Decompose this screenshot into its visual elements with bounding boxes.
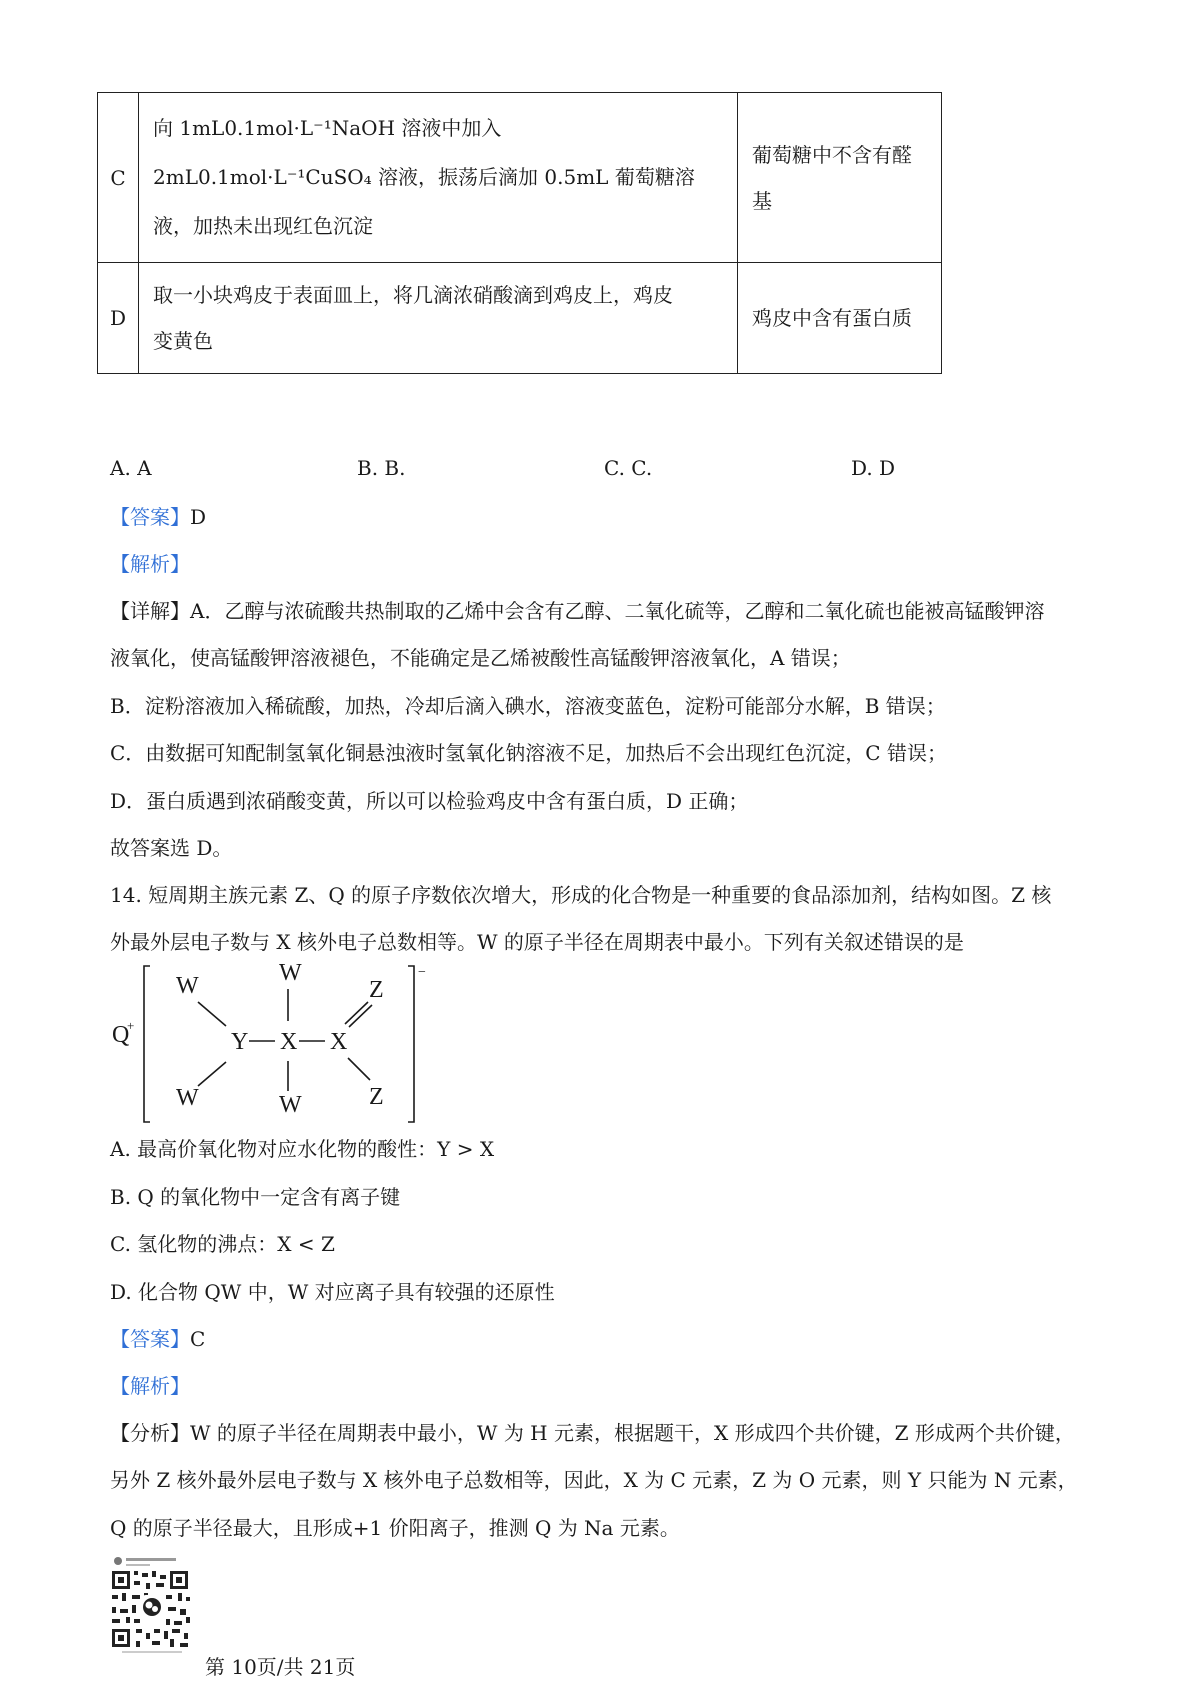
atom-w-bottom-left: W bbox=[176, 1085, 199, 1111]
choice-a: A. A bbox=[110, 456, 152, 480]
option-c: C. 氢化物的沸点：X < Z bbox=[110, 1232, 335, 1256]
conclusion-cell bbox=[738, 263, 942, 374]
procedure-cell bbox=[139, 263, 738, 374]
procedure-line: 取一小块鸡皮于表面皿上，将几滴浓硝酸滴到鸡皮上，鸡皮 bbox=[153, 283, 673, 307]
analysis-line: 另外 Z 核外最外层电子数与 X 核外电子总数相等，因此，X 为 C 元素，Z 为 O 元素，则 Y 只能为 N 元素， bbox=[110, 1468, 1078, 1492]
table-row bbox=[98, 263, 942, 374]
detail-line: B．淀粉溶液加入稀硫酸，加热，冷却后滴入碘水，溶液变蓝色，淀粉可能部分水解，B 错误； bbox=[110, 694, 946, 718]
right-bracket bbox=[408, 966, 414, 1122]
detail-line: 液氧化，使高锰酸钾溶液褪色，不能确定是乙烯被酸性高锰酸钾溶液氧化，A 错误； bbox=[110, 646, 851, 670]
experiment-table bbox=[97, 92, 942, 374]
row-label: D bbox=[98, 263, 139, 374]
page-number: 第 10页/共 21页 bbox=[205, 1655, 356, 1679]
procedure-line: 液，加热未出现红色沉淀 bbox=[153, 214, 373, 238]
atom-w-bottom: W bbox=[279, 1092, 302, 1118]
detail-line: D．蛋白质遇到浓硝酸变黄，所以可以检验鸡皮中含有蛋白质，D 正确； bbox=[110, 789, 749, 813]
conclusion-line: 基 bbox=[752, 188, 772, 213]
analysis-line: 【分析】W 的原子半径在周期表中最小，W 为 H 元素，根据题干，X 形成四个共价键，Z 形成两个共价键， bbox=[110, 1421, 1075, 1445]
answer-tag: 【答案】 bbox=[110, 505, 190, 529]
atom-x-center: X bbox=[280, 1029, 298, 1055]
anion-charge: − bbox=[418, 965, 426, 980]
detail-line: 故答案选 D。 bbox=[110, 836, 233, 860]
cation-charge: + bbox=[127, 1018, 135, 1033]
left-bracket bbox=[144, 966, 150, 1122]
conclusion-line: 葡萄糖中不含有醛 bbox=[752, 142, 912, 167]
question-stem-line: 14. 短周期主族元素 Z、Q 的原子序数依次增大，形成的化合物是一种重要的食品添加剂，结构如图。Z 核 bbox=[110, 883, 1052, 907]
option-b: B. Q 的氧化物中一定含有离子键 bbox=[110, 1185, 401, 1209]
structure-diagram bbox=[104, 960, 444, 1130]
detail-line: C．由数据可知配制氢氧化铜悬浊液时氢氧化钠溶液不足，加热后不会出现红色沉淀，C 错误； bbox=[110, 741, 947, 765]
procedure-line: 向 1mL0.1mol·L⁻¹NaOH 溶液中加入 bbox=[153, 116, 502, 140]
qr-code-icon bbox=[108, 1555, 198, 1655]
option-d: D. 化合物 QW 中，W 对应离子具有较强的还原性 bbox=[110, 1280, 555, 1304]
question-stem-line: 外最外层电子数与 X 核外电子总数相等。W 的原子半径在周期表中最小。下列有关叙述错误的是 bbox=[110, 930, 964, 954]
row-label: C bbox=[98, 93, 139, 263]
detail-line: 【详解】A．乙醇与浓硫酸共热制取的乙烯中会含有乙醇、二氧化硫等，乙醇和二氧化硫也能被高锰酸钾溶 bbox=[110, 599, 1045, 623]
analysis-tag: 【解析】 bbox=[110, 552, 190, 576]
procedure-line: 2mL0.1mol·L⁻¹CuSO₄ 溶液，振荡后滴加 0.5mL 葡萄糖溶 bbox=[153, 165, 695, 189]
atom-y: Y bbox=[231, 1029, 249, 1055]
analysis-line: Q 的原子半径最大，且形成+1 价阳离子，推测 Q 为 Na 元素。 bbox=[110, 1516, 680, 1540]
answer-line bbox=[110, 1327, 205, 1351]
table-row bbox=[98, 93, 942, 263]
choice-b: B. B. bbox=[357, 456, 406, 480]
answer-line bbox=[110, 505, 206, 529]
qr-code-image bbox=[108, 1555, 198, 1655]
procedure-cell bbox=[139, 93, 738, 263]
atom-w-top: W bbox=[279, 960, 302, 986]
option-a: A. 最高价氧化物对应水化物的酸性：Y > X bbox=[110, 1137, 495, 1161]
answer-tag: 【答案】 bbox=[110, 1327, 190, 1351]
choice-c: C. C. bbox=[604, 456, 653, 480]
atom-z-bottom: Z bbox=[369, 1084, 384, 1110]
procedure-line: 变黄色 bbox=[153, 329, 213, 353]
answer-value: C bbox=[190, 1327, 206, 1351]
atom-z-top: Z bbox=[369, 977, 384, 1003]
conclusion-line: 鸡皮中含有蛋白质 bbox=[752, 306, 912, 330]
analysis-tag: 【解析】 bbox=[110, 1374, 190, 1398]
conclusion-cell bbox=[738, 93, 942, 263]
atom-w-top-left: W bbox=[176, 973, 199, 999]
cation-symbol: Q bbox=[112, 1022, 130, 1048]
answer-value: D bbox=[190, 505, 207, 529]
choice-d: D. D bbox=[851, 456, 896, 480]
atom-x-right: X bbox=[330, 1029, 348, 1055]
